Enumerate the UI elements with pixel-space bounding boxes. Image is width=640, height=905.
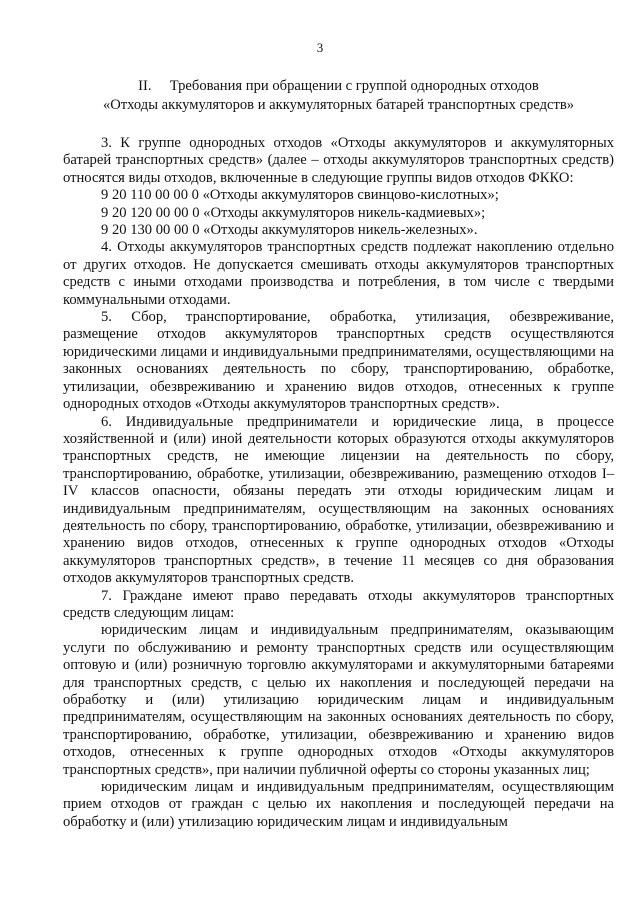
section-title-line-2: «Отходы аккумуляторов и аккумуляторных батарей транспортных средств»	[102, 96, 575, 113]
paragraph-7-item-1: юридическим лицам и индивидуальным предпринимателям, оказывающим услуги по обслуживанию и ремонту транспортных средств или осуществляющим оптовую и (или) розничную торговлю аккумуляторами и аккумуляторными батареями для транспортных средств, с целью их накопления и последующей передачи на обработку и (или) утилизацию юридическим лицам и индивидуальным предпринимателям, осуществляющим на законных основаниях деятельность по сбору, транспортированию, обработке, утилизации, обезвреживанию и хранению видов отходов, отнесенных к группе однородных отходов «Отходы аккумуляторов транспортных средств», при наличии публичной оферты со стороны указанных лиц;	[63, 622, 614, 778]
fkko-code-item: 9 20 120 00 00 0 «Отходы аккумуляторов никель-кадмиевых»;	[101, 204, 486, 221]
fkko-code-item: 9 20 130 00 00 0 «Отходы аккумуляторов никель-железных».	[101, 222, 478, 239]
paragraph-3: 3. К группе однородных отходов «Отходы аккумуляторов и аккумуляторных батарей транспортных средств» (далее – отходы аккумуляторов транспортных средств) относятся виды отходов, включенные в следующие группы видов отходов ФККО:	[63, 135, 614, 186]
paragraph-5: 5. Сбор, транспортирование, обработка, утилизация, обезвреживание, размещение отходов аккумуляторов транспортных средств осуществляются юридическими лицами и индивидуальными предпринимателями, осуществляющими на законных основаниях деятельность по сбору, транспортированию, обработке, утилизации, обезвреживанию и хранению видов отходов, отнесенных к группе однородных отходов «Отходы аккумуляторов транспортных средств».	[63, 309, 614, 413]
paragraph-7-item-2: юридическим лицам и индивидуальным предпринимателям, осуществляющим прием отходов от граждан с целью их накопления и последующей передачи на обработку и (или) утилизацию юридическим лицам и индивидуальным	[63, 779, 614, 830]
page-number: 3	[316, 40, 324, 55]
fkko-code-item: 9 20 110 00 00 0 «Отходы аккумуляторов свинцово-кислотных»;	[101, 187, 499, 204]
section-title-line-1: II. Требования при обращении с группой однородных отходов	[138, 78, 539, 94]
fkko-code-list	[63, 187, 614, 239]
paragraph-6: 6. Индивидуальные предприниматели и юридические лица, в процессе хозяйственной и (или) иной деятельности которых образуются отходы аккумуляторов транспортных средств, не имеющие лицензии на деятельность по сбору, транспортированию, обработке, утилизации, обезвреживанию, размещению отходов I–IV классов опасности, обязаны передать эти отходы юридическим лицам и индивидуальным предпринимателям, осуществляющим на законных основаниях деятельность по сбору, транспортированию, обработке, утилизации, обезвреживанию и хранению видов отходов, отнесенных к группе однородных отходов «Отходы аккумуляторов транспортных средств», в течение 11 месяцев со дня образования отходов аккумуляторов транспортных средств.	[63, 413, 614, 587]
paragraph-4: 4. Отходы аккумуляторов транспортных средств подлежат накоплению отдельно от других отходов. Не допускается смешивать отходы аккумуляторов транспортных средств с иными отходами производства и потребления, в том числе с твердыми коммунальными отходами.	[63, 239, 614, 308]
paragraph-7: 7. Граждане имеют право передавать отходы аккумуляторов транспортных средств следующим лицам:	[63, 587, 614, 621]
section-heading	[63, 77, 614, 114]
